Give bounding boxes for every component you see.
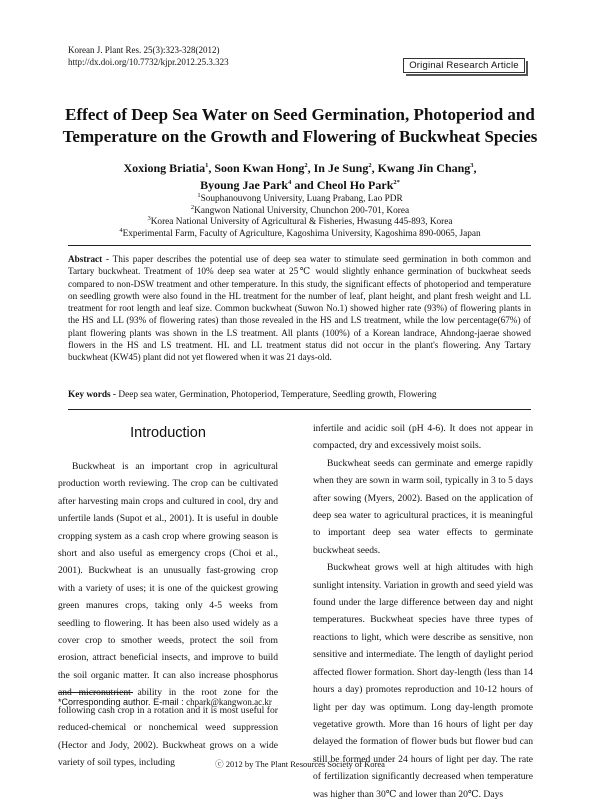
footnote-label: *Corresponding author. E-mail : xyxy=(58,697,184,707)
affiliations xyxy=(40,191,560,240)
author-separator: and xyxy=(291,178,317,192)
author-affil-mark: 3 xyxy=(470,162,474,169)
affiliation-mark: 1 xyxy=(197,191,201,199)
body-paragraph: infertile and acidic soil (pH 4-6). It does not appear in compacted, dry and excessively moist soils. xyxy=(313,423,533,452)
author-line-1 xyxy=(40,160,560,177)
author-name: Soon Kwan Hong xyxy=(214,161,305,175)
author-name: Byoung Jae Park xyxy=(200,178,289,192)
title-line-2: Temperature on the Growth and Flowering of Buckwheat Species xyxy=(62,127,538,146)
corresponding-author-footnote xyxy=(58,697,272,707)
journal-citation: Korean J. Plant Res. 25(3):323-328(2012) xyxy=(68,45,220,55)
author-name: Xoxiong Briatia xyxy=(123,161,206,175)
copyright-footer: ⓒ 2012 by The Plant Resources Society of Korea xyxy=(215,759,385,769)
affiliation xyxy=(40,203,560,218)
paper-title xyxy=(40,104,560,148)
keywords-text: Deep sea water, Germination, Photoperiod, Temperature, Seedling growth, Flowering xyxy=(118,390,437,400)
affiliation-text: Kangwon National University, Chunchon 200-701, Korea xyxy=(194,205,410,216)
author-line-2 xyxy=(40,177,560,194)
affiliation-mark: 4 xyxy=(119,226,123,234)
footnote-rule xyxy=(58,692,133,693)
author-affil-mark: 1 xyxy=(205,162,209,169)
keywords-bottom-rule xyxy=(68,409,531,410)
abstract xyxy=(68,253,531,364)
abstract-label: Abstract - xyxy=(68,254,110,264)
affiliation-text: Korea National University of Agricultural & Fisheries, Hwasung 445-893, Korea xyxy=(150,217,453,227)
author-name: Kwang Jin Chang xyxy=(377,161,471,175)
author-affil-mark: 2* xyxy=(393,179,400,186)
affiliation xyxy=(40,191,560,206)
title-line-1: Effect of Deep Sea Water on Seed Germination, Photoperiod and xyxy=(65,105,535,124)
article-type-badge: Original Research Article xyxy=(403,58,525,73)
author-email-link[interactable]: chpark@kangwon.ac.kr xyxy=(186,697,272,707)
author-separator: , xyxy=(208,161,215,175)
body-column-left xyxy=(58,458,278,771)
body-paragraph: Buckwheat grows well at high altitudes with high sunlight intensity. Variation in growth and seed yield was found under the large difference between day and night temperatures. Buckwheat species have three types of reactions to light, which were describe as sensitive, non sensitive and intermediate. The length of daylight period affected flower formation. Short day-length (less than 14 hours a day) promotes reproduction and 10-12 hours of light per day was optimum. Long day-length promote vegetative growth. More than 16 hours of light per day delayed the formation of flower buds but flower bud can still be formed under 24 hours of light per day. The rate of fertilization significantly decreased when temperature was higher than 30℃ and lower than 20℃. Days xyxy=(313,562,533,800)
author-list xyxy=(40,160,560,194)
affiliation-text: Souphanouvong University, Luang Prabang, Lao PDR xyxy=(200,194,403,204)
doi-link[interactable]: http://dx.doi.org/10.7732/kjpr.2012.25.3.323 xyxy=(68,57,229,67)
author-affil-mark: 2 xyxy=(368,162,372,169)
author-affil-mark: 2 xyxy=(304,162,308,169)
author-separator: , xyxy=(473,161,477,175)
journal-header xyxy=(68,44,229,68)
body-column-right xyxy=(313,420,533,803)
abstract-top-rule xyxy=(68,245,531,246)
abstract-text: This paper describes the potential use of deep sea water to stimulate seed germination in both common and Tartary buckwheat. Treatment of 10% deep sea water at 25℃ would slightly enhance germination of buckwheat seeds compared to non-DSW treatment and other temperature. In this study, the significant effects of photoperiod and temperature on seedling growth were also found in the HL treatment for the number of leaf, plant height, and plant fresh weight and LL treatment for root length and leaf size. Common buckwheat (Suwon No.1) showed higher rate (93%) of flowering plants in the HS and LL (93% of flowering rates) than those revealed in the HS and LS treatment, while the low percentage(67%) of plant flowering plants was shown in the LS treatment. All plants (100%) of a Korean landrace, Ahndong-jaerae showed flowers in the HS and LS treatment. HL and LL treatment status did not occur in the plant's flowering. Any Tartary buckwheat (KW45) plant did not yet flowered when it was 21 days-old. xyxy=(68,254,531,363)
section-heading-introduction: Introduction xyxy=(130,425,206,441)
author-separator: , xyxy=(371,161,378,175)
affiliation xyxy=(40,226,560,241)
author-separator: , xyxy=(307,161,314,175)
affiliation-text: Experimental Farm, Faculty of Agriculture, Kagoshima University, Kagoshima 890-0065, Japan xyxy=(122,228,481,239)
affiliation xyxy=(40,214,560,229)
body-paragraph: Buckwheat is an important crop in agricultural production worth reviewing. The crop can be cultivated after harvesting main crops and cultured in cool, dry and unfertile lands (Supot et al., 2001). It is useful in double cropping system as a cash crop where growing season is short and also useful as emergency crops (Choi et al., 2001). Buckwheat is an unusually fast-growing crop with a variety of uses; it is one of the quickest growing green manures crops, taking only 4-5 weeks from seedling to flowering. It has been also used widely as a cover crop to smother weeds, protect the soil from erosion, attract beneficial insects, and improve to build the soil organic matter. It can also increase phosphorus and micronutrient ability in the root zone for the following cash crop in a rotation and it is most useful for reduced-chemical or nonchemical weed suppression (Hector and Jody, 2002). Buckwheat grows on a wide variety of soil types, including xyxy=(58,461,278,768)
author-name: Cheol Ho Park xyxy=(316,178,394,192)
affiliation-mark: 3 xyxy=(147,214,151,222)
author-affil-mark: 4 xyxy=(288,179,292,186)
author-name: In Je Sung xyxy=(313,161,369,175)
keywords xyxy=(68,389,531,401)
keywords-label: Key words - xyxy=(68,390,117,400)
body-paragraph: Buckwheat seeds can germinate and emerge rapidly when they are sown in warm soil, typically in 3 to 5 days after sowing (Myers, 2002). Based on the application of deep sea water to agricultural practices, it is meaningful to important deep sea water effects to germinate buckwheat seeds. xyxy=(313,457,533,556)
affiliation-mark: 2 xyxy=(190,203,195,211)
